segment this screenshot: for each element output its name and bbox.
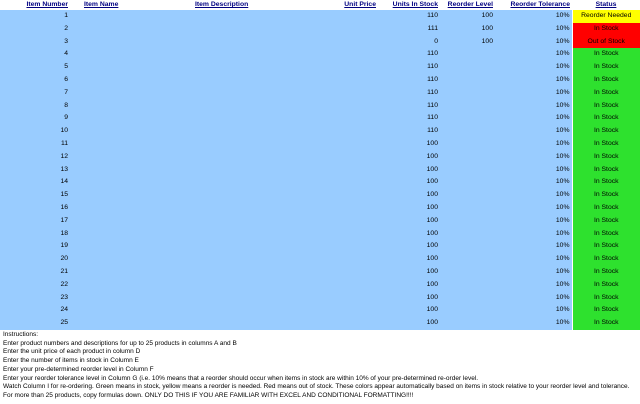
cell-status[interactable]: In Stock xyxy=(572,253,640,266)
cell-unit-price[interactable] xyxy=(305,304,378,317)
cell-reorder-tolerance[interactable]: 10% xyxy=(495,240,572,253)
cell-status[interactable]: Out of Stock xyxy=(572,36,640,49)
cell-reorder-level[interactable] xyxy=(440,266,495,279)
cell-item-name[interactable] xyxy=(70,36,145,49)
cell-status[interactable]: In Stock xyxy=(572,317,640,330)
table-row xyxy=(0,36,640,49)
cell-unit-price[interactable] xyxy=(305,74,378,87)
cell-item-number[interactable]: 20 xyxy=(0,253,70,266)
cell-reorder-level[interactable] xyxy=(440,279,495,292)
cell-item-description[interactable] xyxy=(145,304,305,317)
cell-status[interactable]: In Stock xyxy=(572,228,640,241)
cell-reorder-tolerance[interactable]: 10% xyxy=(495,164,572,177)
cell-units-in-stock[interactable]: 110 xyxy=(378,74,440,87)
cell-unit-price[interactable] xyxy=(305,23,378,36)
cell-status[interactable]: In Stock xyxy=(572,151,640,164)
cell-units-in-stock[interactable]: 110 xyxy=(378,112,440,125)
cell-reorder-tolerance[interactable]: 10% xyxy=(495,125,572,138)
cell-item-number[interactable]: 12 xyxy=(0,151,70,164)
cell-unit-price[interactable] xyxy=(305,292,378,305)
cell-reorder-level[interactable] xyxy=(440,176,495,189)
cell-units-in-stock[interactable]: 100 xyxy=(378,151,440,164)
cell-reorder-level[interactable] xyxy=(440,138,495,151)
cell-item-number[interactable]: 17 xyxy=(0,215,70,228)
cell-unit-price[interactable] xyxy=(305,112,378,125)
cell-item-number[interactable]: 25 xyxy=(0,317,70,330)
cell-reorder-tolerance[interactable]: 10% xyxy=(495,48,572,61)
cell-item-name[interactable] xyxy=(70,317,145,330)
cell-status[interactable]: In Stock xyxy=(572,292,640,305)
cell-reorder-level[interactable] xyxy=(440,253,495,266)
cell-reorder-level[interactable] xyxy=(440,228,495,241)
cell-item-description[interactable] xyxy=(145,253,305,266)
cell-item-number[interactable]: 19 xyxy=(0,240,70,253)
cell-unit-price[interactable] xyxy=(305,228,378,241)
cell-item-name[interactable] xyxy=(70,112,145,125)
header-item-number[interactable]: Item Number xyxy=(0,0,70,10)
header-reorder-level[interactable]: Reorder Level xyxy=(440,0,495,10)
cell-status[interactable]: In Stock xyxy=(572,176,640,189)
cell-reorder-tolerance[interactable]: 10% xyxy=(495,23,572,36)
instruction-line: For more than 25 products, copy formulas down. ONLY DO THIS IF YOU ARE FAMILIAR WITH EXCEL AND CONDITIONAL FORMATTING!!!! xyxy=(3,391,414,399)
table-row xyxy=(0,189,640,202)
table-row xyxy=(0,48,640,61)
cell-item-name[interactable] xyxy=(70,202,145,215)
cell-item-name[interactable] xyxy=(70,164,145,177)
cell-item-name[interactable] xyxy=(70,61,145,74)
cell-unit-price[interactable] xyxy=(305,189,378,202)
cell-units-in-stock[interactable]: 100 xyxy=(378,266,440,279)
cell-item-name[interactable] xyxy=(70,23,145,36)
table-row xyxy=(0,125,640,138)
cell-units-in-stock[interactable]: 100 xyxy=(378,164,440,177)
cell-reorder-level[interactable]: 100 xyxy=(440,23,495,36)
cell-reorder-tolerance[interactable]: 10% xyxy=(495,10,572,23)
cell-reorder-level[interactable] xyxy=(440,48,495,61)
cell-item-name[interactable] xyxy=(70,279,145,292)
cell-unit-price[interactable] xyxy=(305,87,378,100)
cell-item-description[interactable] xyxy=(145,317,305,330)
header-item-name[interactable]: Item Name xyxy=(70,0,145,10)
table-row xyxy=(0,317,640,330)
cell-units-in-stock[interactable]: 100 xyxy=(378,253,440,266)
cell-item-number[interactable]: 16 xyxy=(0,202,70,215)
cell-units-in-stock[interactable]: 110 xyxy=(378,61,440,74)
cell-item-number[interactable]: 4 xyxy=(0,48,70,61)
cell-item-name[interactable] xyxy=(70,138,145,151)
cell-units-in-stock[interactable]: 100 xyxy=(378,292,440,305)
cell-reorder-level[interactable] xyxy=(440,112,495,125)
instruction-line: Enter the number of items in stock in Column E xyxy=(3,357,139,365)
cell-item-description[interactable] xyxy=(145,228,305,241)
cell-item-description[interactable] xyxy=(145,202,305,215)
cell-status[interactable]: In Stock xyxy=(572,112,640,125)
cell-item-number[interactable]: 5 xyxy=(0,61,70,74)
cell-status[interactable]: In Stock xyxy=(572,74,640,87)
cell-reorder-level[interactable] xyxy=(440,61,495,74)
cell-reorder-tolerance[interactable]: 10% xyxy=(495,317,572,330)
cell-unit-price[interactable] xyxy=(305,100,378,113)
cell-item-description[interactable] xyxy=(145,48,305,61)
instruction-line: Watch Column I for re-ordering. Green means in stock, yellow means a reorder is needed. Red means out of stock. These colors appear automatically based on items in stock relative to your reorder level and tolerance. xyxy=(3,383,630,391)
table-row xyxy=(0,292,640,305)
cell-status[interactable]: In Stock xyxy=(572,202,640,215)
cell-unit-price[interactable] xyxy=(305,215,378,228)
cell-units-in-stock[interactable]: 100 xyxy=(378,138,440,151)
cell-status[interactable]: In Stock xyxy=(572,23,640,36)
instruction-line: Enter product numbers and descriptions for up to 25 products in columns A and B xyxy=(3,339,237,347)
cell-item-number[interactable]: 22 xyxy=(0,279,70,292)
cell-reorder-level[interactable]: 100 xyxy=(440,36,495,49)
cell-item-number[interactable]: 7 xyxy=(0,87,70,100)
cell-reorder-tolerance[interactable]: 10% xyxy=(495,215,572,228)
cell-item-number[interactable]: 18 xyxy=(0,228,70,241)
cell-unit-price[interactable] xyxy=(305,138,378,151)
cell-item-number[interactable]: 11 xyxy=(0,138,70,151)
cell-item-description[interactable] xyxy=(145,164,305,177)
cell-item-number[interactable]: 21 xyxy=(0,266,70,279)
cell-reorder-level[interactable] xyxy=(440,189,495,202)
cell-status[interactable]: In Stock xyxy=(572,164,640,177)
cell-reorder-level[interactable] xyxy=(440,151,495,164)
table-row xyxy=(0,253,640,266)
cell-item-description[interactable] xyxy=(145,74,305,87)
cell-item-name[interactable] xyxy=(70,253,145,266)
instruction-line: Enter your reorder tolerance level in Column G (i.e. 10% means that a reorder should occur when items in stock are within 10% of your pre-determined re-order level. xyxy=(3,374,479,382)
cell-item-number[interactable]: 15 xyxy=(0,189,70,202)
cell-reorder-level[interactable] xyxy=(440,202,495,215)
header-item-description[interactable]: Item Description xyxy=(145,0,305,10)
cell-unit-price[interactable] xyxy=(305,240,378,253)
cell-reorder-level[interactable] xyxy=(440,164,495,177)
instructions-block xyxy=(3,331,639,401)
cell-item-description[interactable] xyxy=(145,292,305,305)
table-row xyxy=(0,176,640,189)
cell-item-name[interactable] xyxy=(70,125,145,138)
cell-item-number[interactable]: 14 xyxy=(0,176,70,189)
cell-item-number[interactable]: 2 xyxy=(0,23,70,36)
cell-item-description[interactable] xyxy=(145,125,305,138)
cell-reorder-tolerance[interactable]: 10% xyxy=(495,151,572,164)
cell-units-in-stock[interactable]: 100 xyxy=(378,279,440,292)
cell-item-number[interactable]: 23 xyxy=(0,292,70,305)
cell-units-in-stock[interactable]: 110 xyxy=(378,48,440,61)
table-row xyxy=(0,61,640,74)
instructions-title: Instructions: xyxy=(3,331,39,338)
cell-item-name[interactable] xyxy=(70,266,145,279)
cell-units-in-stock[interactable]: 100 xyxy=(378,317,440,330)
cell-reorder-tolerance[interactable]: 10% xyxy=(495,292,572,305)
cell-unit-price[interactable] xyxy=(305,279,378,292)
cell-reorder-level[interactable] xyxy=(440,240,495,253)
cell-unit-price[interactable] xyxy=(305,151,378,164)
table-row xyxy=(0,304,640,317)
cell-reorder-level[interactable] xyxy=(440,304,495,317)
cell-item-name[interactable] xyxy=(70,228,145,241)
table-row xyxy=(0,215,640,228)
cell-item-description[interactable] xyxy=(145,215,305,228)
cell-unit-price[interactable] xyxy=(305,253,378,266)
cell-reorder-level[interactable] xyxy=(440,317,495,330)
table-row xyxy=(0,10,640,23)
table-row xyxy=(0,87,640,100)
cell-unit-price[interactable] xyxy=(305,202,378,215)
cell-item-number[interactable]: 8 xyxy=(0,100,70,113)
cell-item-description[interactable] xyxy=(145,61,305,74)
cell-unit-price[interactable] xyxy=(305,48,378,61)
cell-item-description[interactable] xyxy=(145,87,305,100)
instruction-line: Enter the unit price of each product in column D xyxy=(3,348,141,356)
cell-item-number[interactable]: 1 xyxy=(0,10,70,23)
cell-item-description[interactable] xyxy=(145,36,305,49)
cell-unit-price[interactable] xyxy=(305,317,378,330)
cell-reorder-tolerance[interactable]: 10% xyxy=(495,138,572,151)
table-row xyxy=(0,112,640,125)
cell-reorder-level[interactable] xyxy=(440,215,495,228)
cell-item-name[interactable] xyxy=(70,240,145,253)
cell-reorder-tolerance[interactable]: 10% xyxy=(495,202,572,215)
cell-units-in-stock[interactable]: 100 xyxy=(378,304,440,317)
cell-reorder-level[interactable] xyxy=(440,292,495,305)
cell-item-number[interactable]: 3 xyxy=(0,36,70,49)
cell-units-in-stock[interactable]: 100 xyxy=(378,215,440,228)
table-body xyxy=(0,10,640,330)
table-row xyxy=(0,202,640,215)
cell-status[interactable]: In Stock xyxy=(572,304,640,317)
header-reorder-tolerance[interactable]: Reorder Tolerance xyxy=(495,0,572,10)
cell-item-name[interactable] xyxy=(70,48,145,61)
cell-reorder-level[interactable] xyxy=(440,125,495,138)
cell-reorder-tolerance[interactable]: 10% xyxy=(495,112,572,125)
cell-reorder-level[interactable] xyxy=(440,87,495,100)
cell-item-description[interactable] xyxy=(145,100,305,113)
cell-reorder-level[interactable] xyxy=(440,74,495,87)
cell-item-number[interactable]: 13 xyxy=(0,164,70,177)
table-row xyxy=(0,164,640,177)
cell-units-in-stock[interactable]: 110 xyxy=(378,100,440,113)
cell-reorder-tolerance[interactable]: 10% xyxy=(495,253,572,266)
cell-item-description[interactable] xyxy=(145,138,305,151)
cell-reorder-tolerance[interactable]: 10% xyxy=(495,189,572,202)
header-units-in-stock[interactable]: Units In Stock xyxy=(378,0,440,10)
cell-reorder-tolerance[interactable]: 10% xyxy=(495,228,572,241)
table-row xyxy=(0,74,640,87)
cell-item-name[interactable] xyxy=(70,176,145,189)
header-unit-price[interactable]: Unit Price xyxy=(305,0,378,10)
cell-reorder-level[interactable] xyxy=(440,100,495,113)
cell-units-in-stock[interactable]: 100 xyxy=(378,176,440,189)
cell-item-name[interactable] xyxy=(70,151,145,164)
cell-reorder-tolerance[interactable]: 10% xyxy=(495,266,572,279)
cell-status[interactable]: In Stock xyxy=(572,215,640,228)
cell-units-in-stock[interactable]: 100 xyxy=(378,189,440,202)
cell-reorder-tolerance[interactable]: 10% xyxy=(495,100,572,113)
cell-units-in-stock[interactable]: 0 xyxy=(378,36,440,49)
cell-reorder-tolerance[interactable]: 10% xyxy=(495,74,572,87)
header-status[interactable]: Status xyxy=(572,0,640,10)
cell-unit-price[interactable] xyxy=(305,10,378,23)
table-row xyxy=(0,23,640,36)
cell-item-name[interactable] xyxy=(70,87,145,100)
cell-unit-price[interactable] xyxy=(305,125,378,138)
cell-reorder-tolerance[interactable]: 10% xyxy=(495,304,572,317)
cell-item-number[interactable]: 10 xyxy=(0,125,70,138)
cell-units-in-stock[interactable]: 111 xyxy=(378,23,440,36)
cell-item-description[interactable] xyxy=(145,151,305,164)
table-row xyxy=(0,138,640,151)
cell-reorder-tolerance[interactable]: 10% xyxy=(495,87,572,100)
cell-status[interactable]: In Stock xyxy=(572,266,640,279)
cell-reorder-tolerance[interactable]: 10% xyxy=(495,61,572,74)
cell-item-name[interactable] xyxy=(70,10,145,23)
cell-reorder-tolerance[interactable]: 10% xyxy=(495,279,572,292)
cell-status[interactable]: In Stock xyxy=(572,189,640,202)
cell-unit-price[interactable] xyxy=(305,36,378,49)
cell-unit-price[interactable] xyxy=(305,61,378,74)
cell-status[interactable]: In Stock xyxy=(572,100,640,113)
cell-status[interactable]: In Stock xyxy=(572,240,640,253)
cell-item-description[interactable] xyxy=(145,279,305,292)
table-row xyxy=(0,100,640,113)
cell-item-name[interactable] xyxy=(70,100,145,113)
cell-status[interactable]: In Stock xyxy=(572,87,640,100)
cell-units-in-stock[interactable]: 100 xyxy=(378,240,440,253)
table-row xyxy=(0,228,640,241)
cell-item-description[interactable] xyxy=(145,23,305,36)
cell-item-name[interactable] xyxy=(70,74,145,87)
cell-units-in-stock[interactable]: 110 xyxy=(378,125,440,138)
instruction-line: Enter your pre-determined reorder level in Column F xyxy=(3,365,154,373)
cell-item-description[interactable] xyxy=(145,189,305,202)
cell-units-in-stock[interactable]: 110 xyxy=(378,10,440,23)
cell-item-name[interactable] xyxy=(70,292,145,305)
cell-item-description[interactable] xyxy=(145,112,305,125)
cell-item-description[interactable] xyxy=(145,240,305,253)
table-row xyxy=(0,240,640,253)
cell-item-description[interactable] xyxy=(145,176,305,189)
cell-status[interactable]: In Stock xyxy=(572,48,640,61)
cell-item-description[interactable] xyxy=(145,10,305,23)
cell-item-name[interactable] xyxy=(70,304,145,317)
cell-item-name[interactable] xyxy=(70,215,145,228)
cell-reorder-level[interactable]: 100 xyxy=(440,10,495,23)
cell-item-number[interactable]: 24 xyxy=(0,304,70,317)
header-row xyxy=(0,0,640,10)
cell-item-name[interactable] xyxy=(70,189,145,202)
table-row xyxy=(0,151,640,164)
cell-units-in-stock[interactable]: 100 xyxy=(378,228,440,241)
cell-status[interactable]: In Stock xyxy=(572,138,640,151)
cell-units-in-stock[interactable]: 100 xyxy=(378,202,440,215)
cell-status[interactable]: In Stock xyxy=(572,125,640,138)
table-row xyxy=(0,279,640,292)
cell-item-description[interactable] xyxy=(145,266,305,279)
cell-unit-price[interactable] xyxy=(305,266,378,279)
cell-item-number[interactable]: 9 xyxy=(0,112,70,125)
cell-item-number[interactable]: 6 xyxy=(0,74,70,87)
cell-status[interactable]: In Stock xyxy=(572,61,640,74)
cell-reorder-tolerance[interactable]: 10% xyxy=(495,176,572,189)
cell-reorder-tolerance[interactable]: 10% xyxy=(495,36,572,49)
cell-unit-price[interactable] xyxy=(305,164,378,177)
cell-units-in-stock[interactable]: 110 xyxy=(378,87,440,100)
table-row xyxy=(0,266,640,279)
cell-status[interactable]: In Stock xyxy=(572,279,640,292)
cell-status[interactable]: Reorder Needed xyxy=(572,10,640,23)
cell-unit-price[interactable] xyxy=(305,176,378,189)
